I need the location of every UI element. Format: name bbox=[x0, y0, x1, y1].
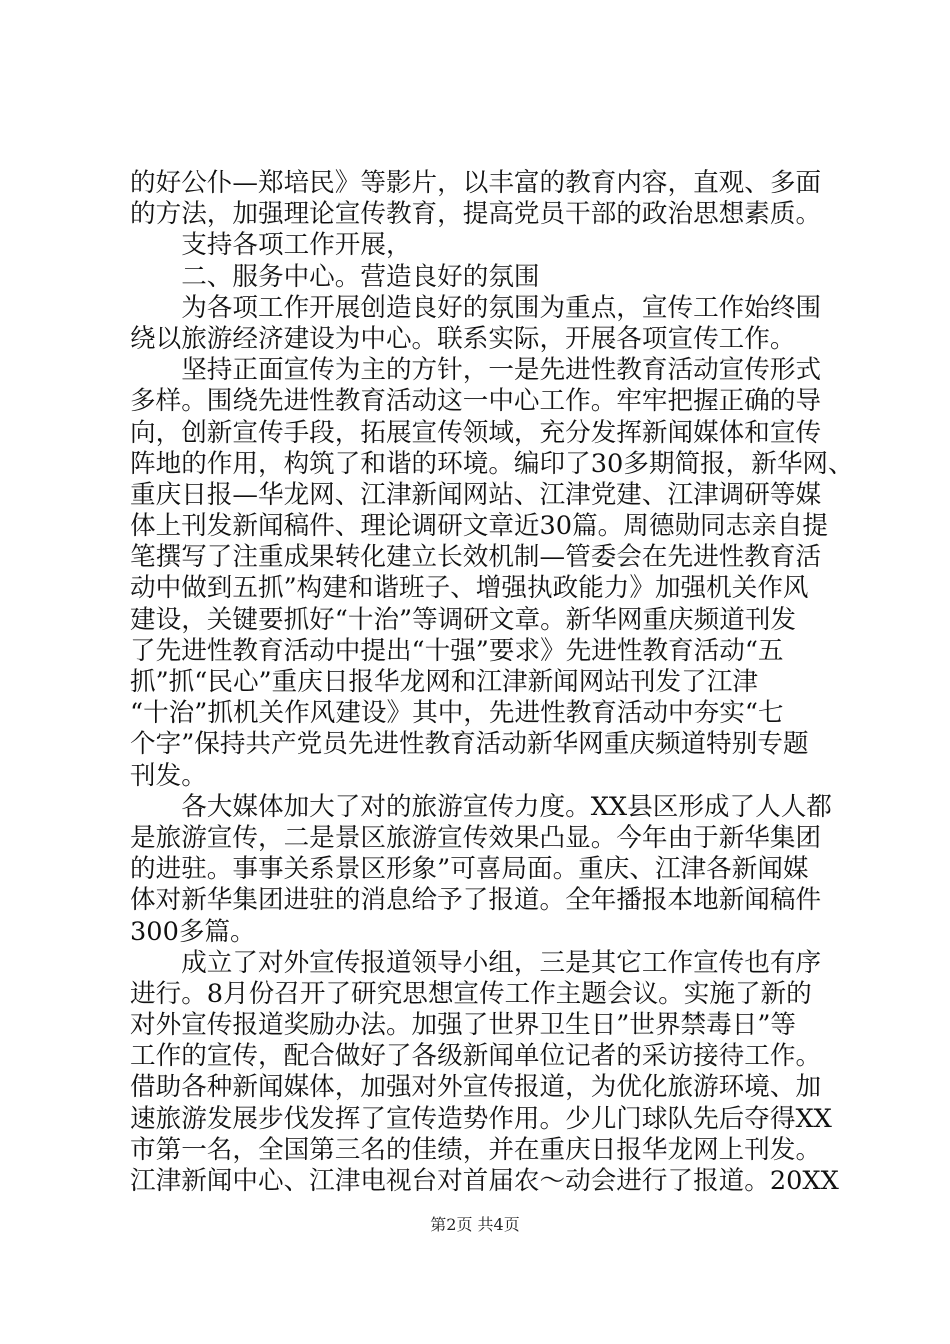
section-heading: 二、服务中心。营造良好的氛围 bbox=[130, 261, 540, 292]
text-line: 体对新华集团进驻的消息给予了报道。全年播报本地新闻稿件 bbox=[130, 885, 822, 916]
text-line: 是旅游宣传，二是景区旅游宣传效果凸显。今年由于新华集团 bbox=[130, 822, 822, 853]
text-line: 借助各种新闻媒体，加强对外宣传报道，为优化旅游环境、加 bbox=[130, 1072, 822, 1103]
text-line: 支持各项工作开展， bbox=[130, 230, 412, 261]
text-line: 笔撰写了注重成果转化建立长效机制—管委会在先进性教育活 bbox=[130, 542, 822, 573]
text-line: 建设，关键要抓好“十治”等调研文章。新华网重庆频道刊发 bbox=[130, 604, 797, 635]
text-line: 个字”保持共产党员先进性教育活动新华网重庆频道特别专题 bbox=[130, 729, 809, 760]
text-line: 了先进性教育活动中提出“十强”要求》先进性教育活动“五 bbox=[130, 635, 784, 666]
text-line: 动中做到五抓”构建和谐班子、增强执政能力》加强机关作风 bbox=[130, 573, 809, 604]
text-line: 市第一名，全国第三名的佳绩，并在重庆日报华龙网上刊发。 bbox=[130, 1134, 822, 1165]
text-line: 的好公仆—郑培民》等影片，以丰富的教育内容，直观、多面 bbox=[130, 168, 822, 198]
text-line: 阵地的作用，构筑了和谐的环境。编印了30多期简报，新华网、 bbox=[130, 448, 854, 479]
text-line: 各大媒体加大了对的旅游宣传力度。XX县区形成了人人都 bbox=[130, 791, 832, 822]
text-line: 为各项工作开展创造良好的氛围为重点，宣传工作始终围 bbox=[130, 292, 822, 323]
text-line: “十治”抓机关作风建设》其中，先进性教育活动中夯实“七 bbox=[130, 698, 784, 729]
text-line: 刊发。 bbox=[130, 760, 207, 791]
text-line: 多样。围绕先进性教育活动这一中心工作。牢牢把握正确的导 bbox=[130, 386, 822, 417]
text-line: 进行。8月份召开了研究思想宣传工作主题会议。实施了新的 bbox=[130, 978, 812, 1009]
text-line: 绕以旅游经济建设为中心。联系实际，开展各项宣传工作。 bbox=[130, 323, 796, 354]
text-line: 成立了对外宣传报道领导小组，三是其它工作宣传也有序 bbox=[130, 947, 822, 978]
text-line: 工作的宣传，配合做好了各级新闻单位记者的采访接待工作。 bbox=[130, 1041, 822, 1072]
page-number-footer: 第2页 共4页 bbox=[430, 1215, 520, 1234]
text-line: 的进驻。事事关系景区形象”可喜局面。重庆、江津各新闻媒 bbox=[130, 854, 809, 885]
text-line: 向，创新宣传手段，拓展宣传领域，充分发挥新闻媒体和宣传 bbox=[130, 417, 822, 448]
text-line: 300多篇。 bbox=[130, 916, 256, 947]
text-line: 对外宣传报道奖励办法。加强了世界卫生日”世界禁毒日”等 bbox=[130, 1010, 797, 1041]
text-line: 江津新闻中心、江津电视台对首届农～动会进行了报道。20XX bbox=[130, 1166, 839, 1196]
text-line: 体上刊发新闻稿件、理论调研文章近30篇。周德勋同志亲自提 bbox=[130, 511, 829, 542]
text-line: 坚持正面宣传为主的方针，一是先进性教育活动宣传形式 bbox=[130, 355, 822, 386]
text-line: 重庆日报—华龙网、江津新闻网站、江津党建、江津调研等媒 bbox=[130, 479, 822, 510]
text-line: 速旅游发展步伐发挥了宣传造势作用。少儿门球队先后夺得XX bbox=[130, 1103, 832, 1134]
text-line: 的方法，加强理论宣传教育，提高党员干部的政治思想素质。 bbox=[130, 199, 822, 230]
text-line: 抓”抓“民心”重庆日报华龙网和江津新闻网站刊发了江津 bbox=[130, 667, 758, 697]
document-body bbox=[130, 168, 854, 1197]
